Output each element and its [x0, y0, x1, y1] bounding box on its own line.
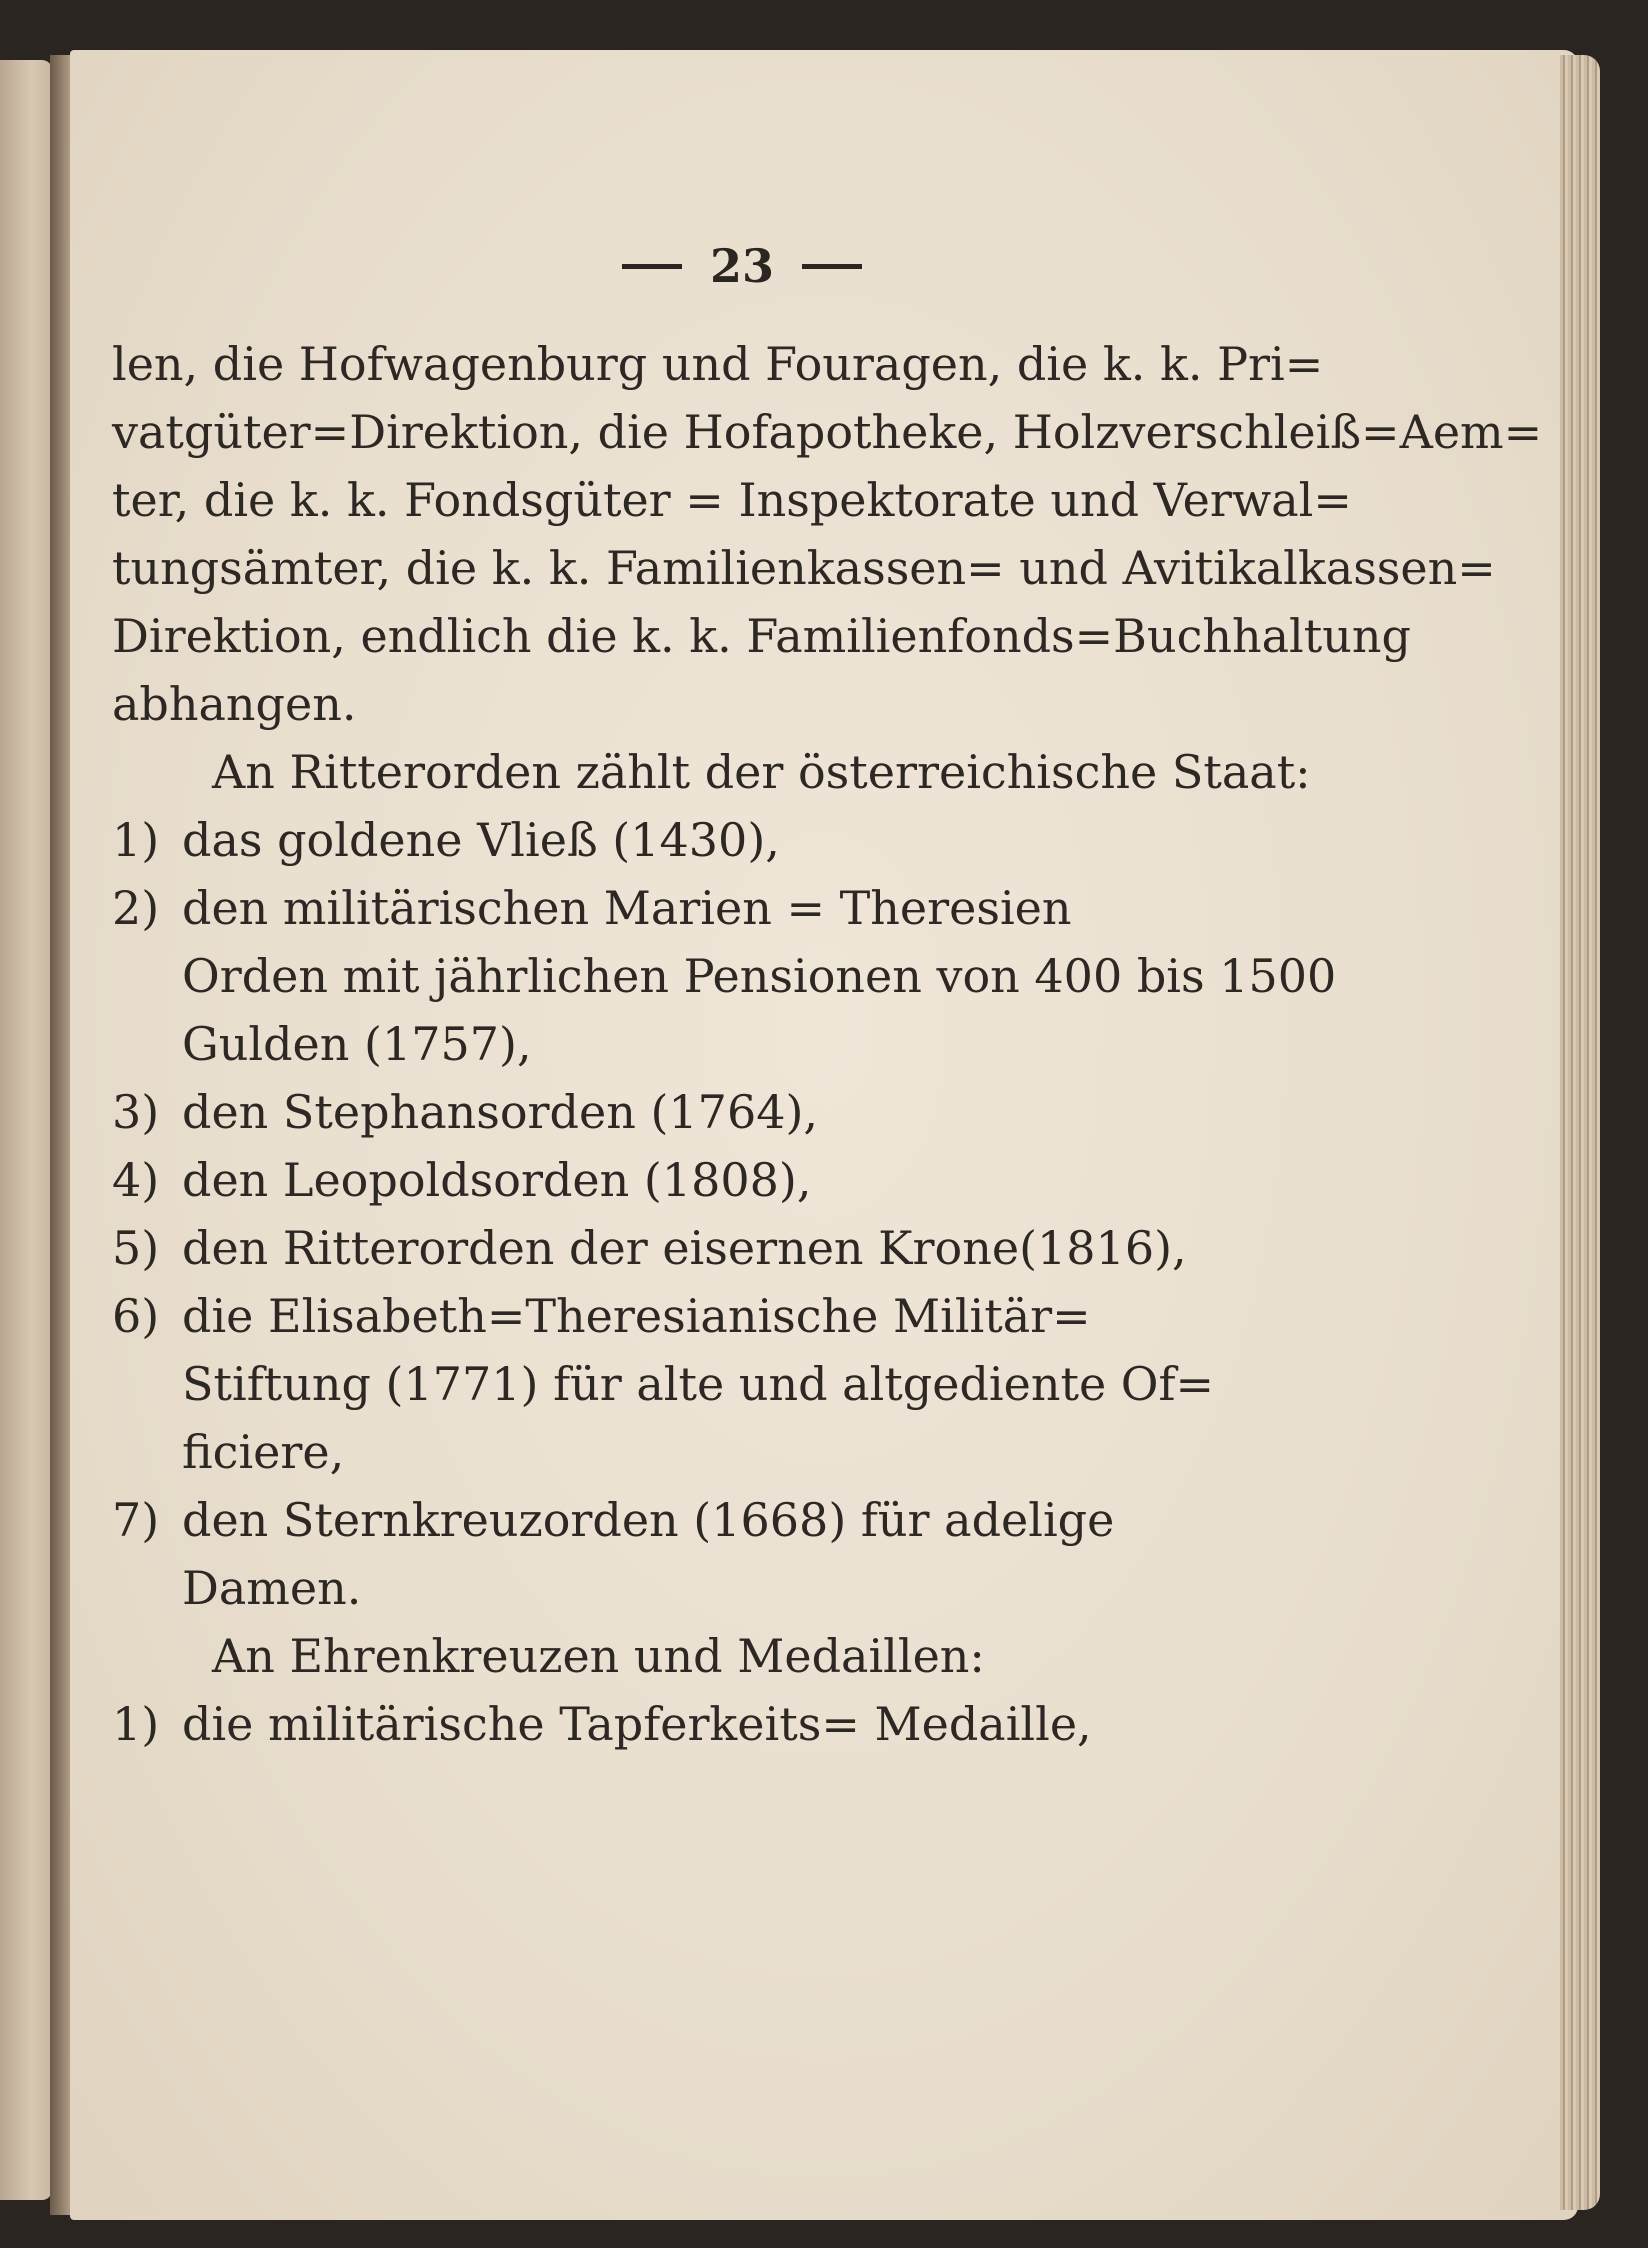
header-dash-right	[802, 264, 862, 269]
header-dash-left	[622, 264, 682, 269]
list-item: 2) den militärischen Marien = Theresien	[112, 881, 1072, 935]
page-stack-edge	[1560, 55, 1600, 2210]
text-line: Direktion, endlich die k. k. Familienfonds=Buchhaltung	[112, 609, 1411, 663]
list-item-continuation: Orden mit jährlichen Pensionen von 400 bis 1500	[182, 949, 1337, 1003]
left-page-edge	[0, 60, 52, 2200]
list-item: 6) die Elisabeth=Theresianische Militär=	[112, 1289, 1091, 1343]
section-heading-medals: An Ehrenkreuzen und Medaillen:	[212, 1629, 985, 1683]
list-item-continuation: Damen.	[182, 1561, 362, 1615]
text-line: len, die Hofwagenburg und Fouragen, die k. k. Pri=	[112, 337, 1324, 391]
list-item: 1) die militärische Tapferkeits= Medaille,	[112, 1697, 1092, 1751]
page-text	[112, 330, 1543, 1758]
list-item-continuation: ficiere,	[182, 1425, 345, 1479]
list-item-continuation: Gulden (1757),	[182, 1017, 532, 1071]
list-item: 5) den Ritterorden der eisernen Krone(1816),	[112, 1221, 1187, 1275]
list-item-continuation: Stiftung (1771) für alte und altgediente Of=	[182, 1357, 1215, 1411]
text-line: abhangen.	[112, 677, 357, 731]
list-item: 4) den Leopoldsorden (1808),	[112, 1153, 812, 1207]
list-item: 3) den Stephansorden (1764),	[112, 1085, 819, 1139]
section-heading-orders: An Ritterorden zählt der österreichische Staat:	[212, 745, 1311, 799]
text-line: tungsämter, die k. k. Familienkassen= und Avitikalkassen=	[112, 541, 1496, 595]
list-item: 7) den Sternkreuzorden (1668) für adelige	[112, 1493, 1115, 1547]
text-line: ter, die k. k. Fondsgüter = Inspektorate und Verwal=	[112, 473, 1352, 527]
page-number: 23	[709, 239, 774, 293]
list-item: 1) das goldene Vließ (1430),	[112, 813, 780, 867]
page-header	[592, 236, 892, 296]
text-line: vatgüter=Direktion, die Hofapotheke, Holzverschleiß=Aem=	[112, 405, 1543, 459]
